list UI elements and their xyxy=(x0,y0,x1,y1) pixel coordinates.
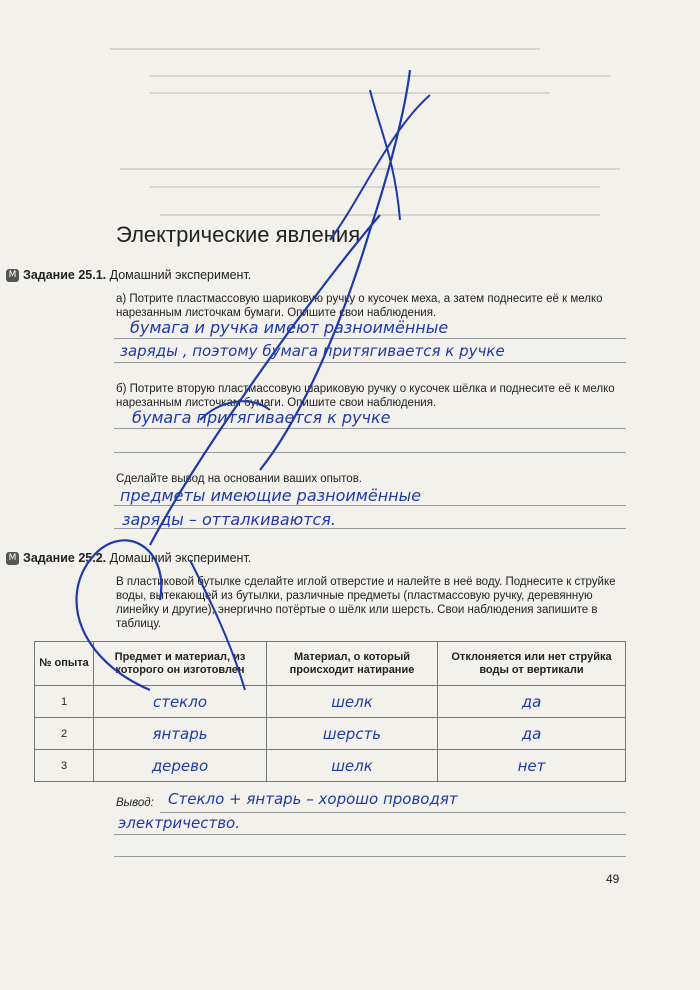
handwritten-answer-a1: бумага и ручка имеют разноимённые xyxy=(130,318,449,337)
task-25-2-header xyxy=(6,551,251,565)
task-25-2-title: Задание 25.2. xyxy=(23,551,107,565)
handwritten-conclusion-table-2: электричество. xyxy=(118,814,240,832)
table-row xyxy=(35,718,626,750)
task-25-1-b-text: б) Потрите вторую пластмассовую шариковую ручку о кусочек шёлка и поднесите её к мелко нарезанным листочкам бумаги. Опишите свои наблюдения. xyxy=(116,383,615,409)
task-25-1-header xyxy=(6,268,251,282)
home-experiment-icon: М xyxy=(6,552,19,565)
task-25-1-a-text: а) Потрите пластмассовую шариковую ручку о кусочек меха, а затем поднесите её к мелко нарезанным листочкам бумаги. Опишите свои наблюдения. xyxy=(116,293,603,319)
answer-line xyxy=(114,428,626,429)
table-row xyxy=(35,750,626,782)
task-25-2-text: В пластиковой бутылке сделайте иглой отверстие и налейте в неё воду. Поднесите к струйке воды, вытекающей из бутылки, различные предметы (пластмассовую ручку, деревянную линейку и другие), энергично потёртые о шёлк или шерсть. Свои наблюдения запишите в таблицу. xyxy=(116,576,616,630)
table-header-cell: Предмет и материал, из которого он изготовлен xyxy=(94,642,267,686)
answer-line xyxy=(114,856,626,857)
table-cell-object: стекло xyxy=(94,686,267,718)
table-cell-deflection: да xyxy=(438,686,626,718)
answer-line xyxy=(114,505,626,506)
handwritten-answer-b1: бумага притягивается к ручке xyxy=(132,408,391,427)
handwritten-answer-a2: заряды , поэтому бумага притягивается к ручке xyxy=(120,342,505,360)
pen-stroke xyxy=(330,95,430,240)
task-25-1-subtitle: Домашний эксперимент. xyxy=(109,268,252,282)
table-header-cell: Отклоняется или нет струйка воды от вертикали xyxy=(438,642,626,686)
table-cell-rub-material: шелк xyxy=(267,750,438,782)
task-25-1-title: Задание 25.1. xyxy=(23,268,107,282)
table-header-cell: Материал, о который происходит натирание xyxy=(267,642,438,686)
handwritten-conclusion-table-1: Стекло + янтарь – хорошо проводят xyxy=(168,790,458,808)
handwritten-conclusion-2: заряды – отталкиваются. xyxy=(122,510,337,529)
answer-line xyxy=(114,834,626,835)
pen-stroke xyxy=(370,90,400,220)
page-number: 49 xyxy=(606,872,620,886)
table-cell-object: янтарь xyxy=(94,718,267,750)
observation-table xyxy=(34,641,626,782)
table-header-cell: № опыта xyxy=(35,642,94,686)
handwritten-conclusion-1: предметы имеющие разноимённые xyxy=(120,486,422,505)
answer-line xyxy=(160,812,626,813)
home-experiment-icon: М xyxy=(6,269,19,282)
answer-line xyxy=(114,362,626,363)
table-header-row xyxy=(35,642,626,686)
table-cell-rub-material: шелк xyxy=(267,686,438,718)
conclusion-label: Вывод: xyxy=(116,797,154,809)
task-25-2-subtitle: Домашний эксперимент. xyxy=(109,551,252,565)
table-cell-number: 3 xyxy=(35,750,94,782)
table-cell-number: 2 xyxy=(35,718,94,750)
table-cell-deflection: да xyxy=(438,718,626,750)
table-row xyxy=(35,686,626,718)
table-cell-rub-material: шерсть xyxy=(267,718,438,750)
answer-line xyxy=(114,452,626,453)
section-heading: Электрические явления xyxy=(116,222,361,247)
table-cell-number: 1 xyxy=(35,686,94,718)
table-cell-deflection: нет xyxy=(438,750,626,782)
task-25-1-conclusion-text: Сделайте вывод на основании ваших опытов. xyxy=(116,473,362,485)
table-cell-object: дерево xyxy=(94,750,267,782)
answer-line xyxy=(114,338,626,339)
